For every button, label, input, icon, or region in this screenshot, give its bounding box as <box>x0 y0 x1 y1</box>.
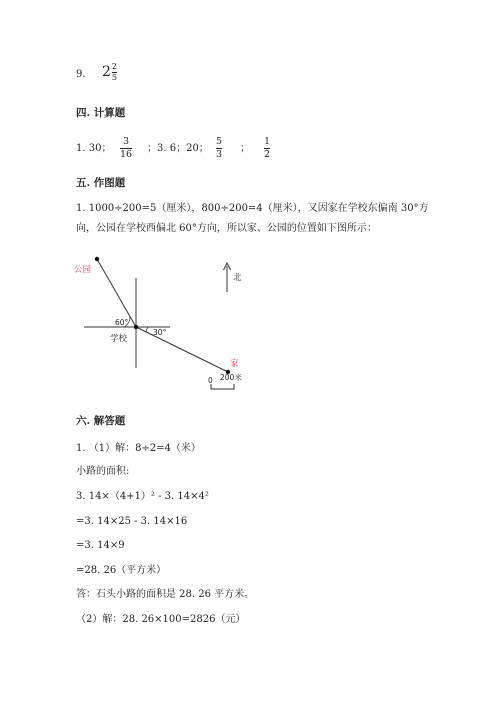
numerator: 2 <box>111 62 118 71</box>
numerator: 3 <box>123 136 130 147</box>
scale-bar <box>211 384 234 389</box>
home-label: 家 <box>230 359 239 369</box>
school-park-line <box>97 259 136 327</box>
answer-line-8: （2）解：28. 26×100=2826（元） <box>76 614 246 625</box>
numerator: 5 <box>216 136 223 147</box>
north-label: 北 <box>233 273 242 283</box>
park-label: 公园 <box>74 265 92 275</box>
answer-line-1: 1. （1）解：8÷2=4（米） <box>76 443 201 454</box>
answer-line-3: 3. 14×（4+1）² - 3. 14×4² <box>76 491 209 502</box>
section-6-title: 六. 解答题 <box>76 415 126 427</box>
answer-line-7: 答：石头小路的面积是 28. 26 平方米。 <box>76 589 255 600</box>
school-point <box>134 325 138 329</box>
mixed-whole: 2 <box>102 64 111 80</box>
question-number-9: 9. <box>76 69 86 80</box>
answer-line-4: =3. 14×25 - 3. 14×16 <box>76 516 188 527</box>
drawing-explanation-line-2: 向，公园在学校西偏北 60°方向，所以家、公园的位置如下图所示： <box>76 223 377 234</box>
section-5-title: 五. 作图题 <box>76 177 126 189</box>
section-4-title: 四. 计算题 <box>76 107 126 119</box>
denominator: 5 <box>111 73 118 82</box>
denominator: 3 <box>216 149 223 160</box>
angle-arc-30 <box>146 327 148 332</box>
school-home-line <box>136 327 228 372</box>
answer-line-6: =28. 26（平方米） <box>76 565 167 576</box>
angle-60-label: 60° <box>115 318 129 327</box>
answer-line-2: 小路的面积: <box>76 466 130 477</box>
angle-30-label: 30° <box>153 328 167 337</box>
calc-prefix: 1. 30； <box>76 143 112 154</box>
drawing-explanation-line-1: 1. 1000÷200=5（厘米），800÷200=4（厘米），又因家在学校东偏南 30°方 <box>76 203 429 214</box>
denominator: 2 <box>264 149 271 160</box>
answer-line-5: =3. 14×9 <box>76 540 125 551</box>
school-label: 学校 <box>110 334 128 344</box>
calc-separator: ； <box>240 143 250 154</box>
denominator: 16 <box>120 149 133 160</box>
park-point <box>95 257 99 261</box>
calc-middle: ；3. 6；20； <box>147 143 209 154</box>
numerator: 1 <box>264 136 271 147</box>
scale-label: 200米 <box>220 373 242 382</box>
scale-zero-label: 0 <box>208 376 213 385</box>
